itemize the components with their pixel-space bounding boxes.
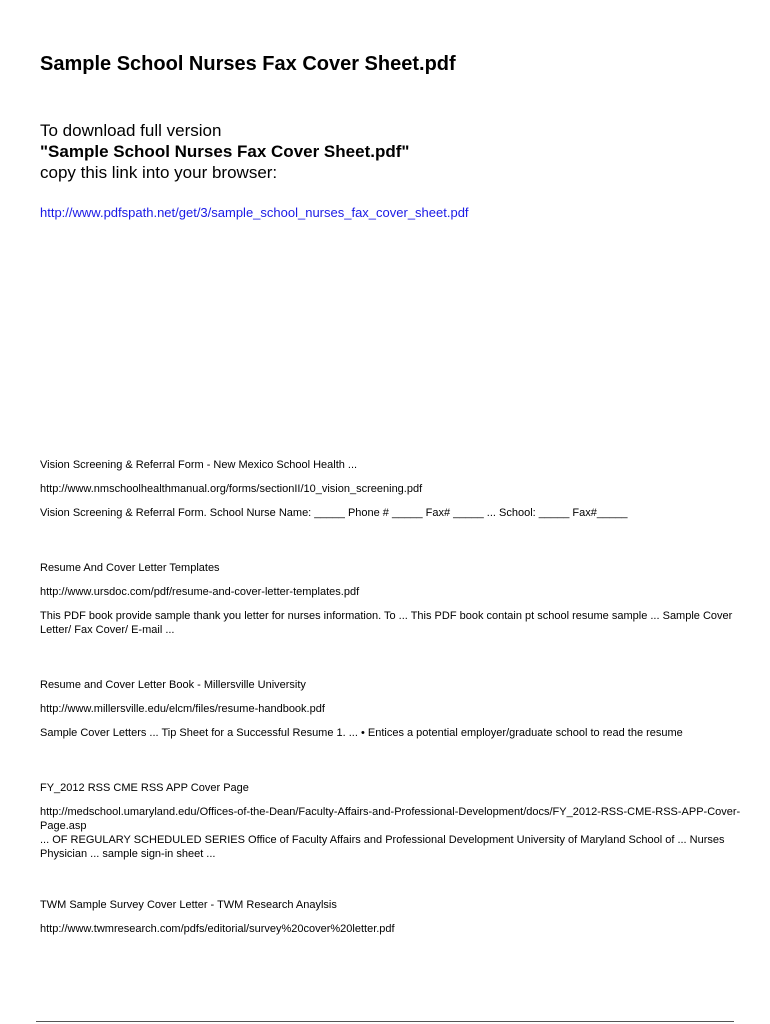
result-url[interactable]: http://medschool.umaryland.edu/Offices-of-the-Dean/Faculty-Affairs-and-Professional-Development/docs/FY_2012-RSS-CME-RSS-APP-Cover-Page.asp xyxy=(40,806,741,832)
footer-divider xyxy=(36,1021,734,1022)
result-title: FY_2012 RSS CME RSS APP Cover Page xyxy=(40,782,249,794)
download-link[interactable]: http://www.pdfspath.net/get/3/sample_school_nurses_fax_cover_sheet.pdf xyxy=(40,205,469,220)
result-description: Vision Screening & Referral Form. School Nurse Name: _____ Phone # _____ Fax# _____ ... School: _____ Fax#_____ xyxy=(40,507,628,519)
result-url[interactable]: http://www.millersville.edu/elcm/files/resume-handbook.pdf xyxy=(40,703,325,715)
result-item-3 xyxy=(40,678,752,740)
result-title: Resume and Cover Letter Book - Millersville University xyxy=(40,679,306,691)
result-title: Resume And Cover Letter Templates xyxy=(40,562,220,574)
download-instructions xyxy=(40,120,409,183)
result-description: Sample Cover Letters ... Tip Sheet for a Successful Resume 1. ... • Entices a potential employer/graduate school to read the resume xyxy=(40,727,683,739)
result-item-5 xyxy=(40,898,752,936)
result-item-1 xyxy=(40,458,752,520)
result-url[interactable]: http://www.twmresearch.com/pdfs/editorial/survey%20cover%20letter.pdf xyxy=(40,923,395,935)
result-url[interactable]: http://www.ursdoc.com/pdf/resume-and-cover-letter-templates.pdf xyxy=(40,586,360,598)
download-line-3: copy this link into your browser: xyxy=(40,163,278,182)
result-description: ... OF REGULARY SCHEDULED SERIES Office of Faculty Affairs and Professional Development University of Maryland School of ... Nurses Physician ... sample sign-in sheet ... xyxy=(40,834,725,860)
result-url[interactable]: http://www.nmschoolhealthmanual.org/forms/sectionII/10_vision_screening.pdf xyxy=(40,483,423,495)
result-item-4 xyxy=(40,781,752,861)
download-line-1: To download full version xyxy=(40,121,222,140)
result-title: TWM Sample Survey Cover Letter - TWM Research Anaylsis xyxy=(40,899,337,911)
result-description: This PDF book provide sample thank you letter for nurses information. To ... This PDF book contain pt school resume sample ... Sample Cover Letter/ Fax Cover/ E-mail ... xyxy=(40,610,733,636)
result-title: Vision Screening & Referral Form - New Mexico School Health ... xyxy=(40,459,358,471)
result-item-2 xyxy=(40,561,752,637)
document-title: Sample School Nurses Fax Cover Sheet.pdf xyxy=(40,53,456,75)
download-filename: "Sample School Nurses Fax Cover Sheet.pdf" xyxy=(40,142,410,161)
